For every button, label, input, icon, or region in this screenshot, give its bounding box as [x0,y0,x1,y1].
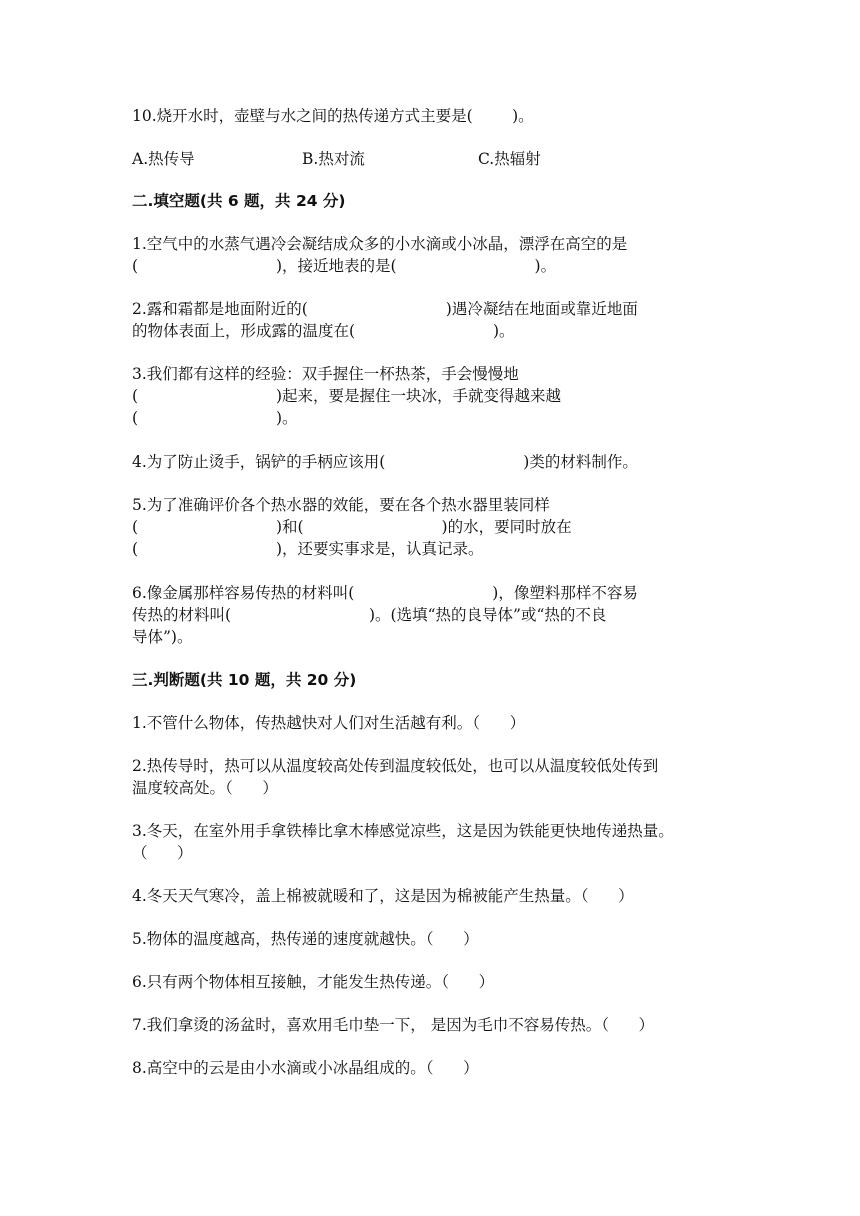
judge-q4: 4.冬天天气寒冷，盖上棉被就暖和了，这是因为棉被能产生热量。（ ） [132,887,634,905]
fill-q5-line2: ( )和( )的水，要同时放在 [132,518,572,536]
fill-q1-line2: ( )，接近地表的是( )。 [132,257,557,275]
judge-q2-line1: 2.热传导时，热可以从温度较高处传到温度较低处，也可以从温度较低处传到 [132,757,659,775]
section-heading-judge: 三.判断题(共 10 题，共 20 分) [132,671,357,689]
judge-q1: 1.不管什么物体，传热越快对人们对生活越有利。（ ） [132,714,526,732]
judge-q5: 5.物体的温度越高，热传递的速度就越快。（ ） [132,930,479,948]
fill-q2-line2: 的物体表面上，形成露的温度在( )。 [132,322,515,340]
fill-q6-line1: 6.像金属那样容易传热的材料叫( )，像塑料那样不容易 [132,584,638,602]
judge-q7: 7.我们拿烫的汤盆时，喜欢用毛巾垫一下， 是因为毛巾不容易传热。（ ） [132,1016,655,1034]
question-10-stem: 10.烧开水时，壶壁与水之间的热传递方式主要是( )。 [132,107,534,125]
fill-q3-line2: ( )起来，要是握住一块冰，手就变得越来越 [132,387,562,405]
option-c: C.热辐射 [478,150,541,168]
fill-q3-line3: ( )。 [132,409,298,427]
judge-q6: 6.只有两个物体相互接触，才能发生热传递。（ ） [132,973,495,991]
fill-q6-line3: 导体”)。 [132,628,193,646]
judge-q3-line2: （ ） [132,844,193,862]
fill-q6-line2: 传热的材料叫( )。(选填“热的良导体”或“热的不良 [132,606,607,624]
fill-q2-line1: 2.露和霜都是地面附近的( )遇冷凝结在地面或靠近地面 [132,300,638,318]
option-a: A.热传导 [132,150,195,168]
fill-q1-line1: 1.空气中的水蒸气遇冷会凝结成众多的小水滴或小冰晶，漂浮在高空的是 [132,235,628,253]
fill-q5-line3: ( )，还要实事求是，认真记录。 [132,540,484,558]
fill-q5-line1: 5.为了准确评价各个热水器的效能，要在各个热水器里装同样 [132,496,550,514]
judge-q8: 8.高空中的云是由小水滴或小冰晶组成的。（ ） [132,1059,479,1077]
section-heading-fill-in: 二.填空题(共 6 题，共 24 分) [132,192,346,210]
judge-q3-line1: 3.冬天，在室外用手拿铁棒比拿木棒感觉凉些，这是因为铁能更快地传递热量。 [132,822,674,840]
fill-q4-line1: 4.为了防止烫手，锅铲的手柄应该用( )类的材料制作。 [132,453,638,471]
fill-q3-line1: 3.我们都有这样的经验：双手握住一杯热茶，手会慢慢地 [132,365,519,383]
judge-q2-line2: 温度较高处。（ ） [132,779,278,797]
option-b: B.热对流 [302,150,365,168]
